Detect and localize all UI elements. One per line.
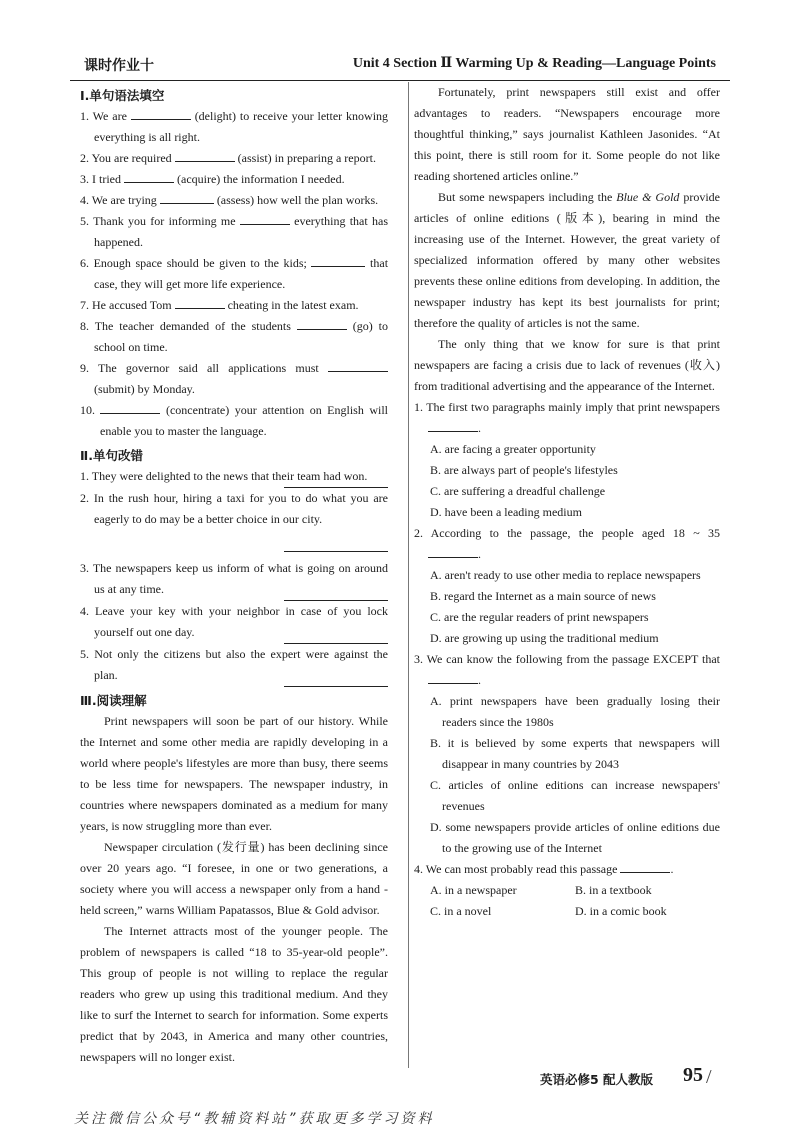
answer-blank[interactable] (175, 295, 225, 309)
option-4d[interactable]: D. in a comic book (575, 904, 667, 918)
option-3b[interactable]: B. it is believed by some experts that newspapers will disappear in many countries by 2043 (430, 736, 720, 771)
answer-blank[interactable] (131, 106, 191, 120)
unit-section-title: Unit 4 Section Ⅱ Warming Up & Reading—Language Points (352, 56, 716, 71)
grammar-question-2: 2. You are required (assist) in preparing a report. (80, 148, 388, 169)
page-number-slash: / (706, 1066, 712, 1088)
reading-question-3: 3. We can know the following from the passage EXCEPT that . (414, 652, 720, 687)
answer-blank[interactable] (428, 670, 478, 684)
assignment-title: 课时作业十 (84, 58, 154, 74)
grammar-question-3: 3. I tried (acquire) the information I needed. (80, 169, 388, 190)
option-4a[interactable]: A. in a newspaper (430, 883, 517, 897)
option-1c[interactable]: C. are suffering a dreadful challenge (430, 484, 606, 498)
options-4-row-1 (414, 880, 720, 901)
grammar-question-9: 9. The governor said all applications must (submit) by Monday. (80, 358, 388, 400)
option-4c[interactable]: C. in a novel (430, 904, 492, 918)
passage-paragraph-4: Fortunately, print newspapers still exist and offer advantages to readers. “Newspapers encourage more thoughtful thinking,” says journalist Kathleen Jasonides. “At this point, there is still room for it. Some people do not like reading shortened articles online.” (414, 85, 720, 183)
column-divider (408, 82, 409, 1068)
correction-line[interactable] (284, 630, 388, 644)
page-number: 95 (683, 1064, 703, 1086)
passage-paragraph-5: But some newspapers including the Blue & Gold provide articles of online editions (版本), bearing in mind the increasing use of the Internet. However, the great variety of specialized information offered by many other websites prevents these online editions from developing. In addition, the newspaper industry has kept its best journalists for print; therefore the quality of articles is not the same. (414, 190, 720, 330)
answer-blank[interactable] (100, 400, 160, 414)
newspaper-name: Blue & Gold (616, 190, 680, 204)
section-2-title: Ⅱ.单句改错 (80, 448, 143, 463)
answer-blank[interactable] (124, 169, 174, 183)
option-1a[interactable]: A. are facing a greater opportunity (430, 442, 596, 456)
grammar-question-1: 1. We are (delight) to receive your letter knowing everything is all right. (80, 106, 388, 148)
correction-question-5: 5. Not only the citizens but also the expert were against the plan. (80, 644, 388, 687)
grammar-question-4: 4. We are trying (assess) how well the plan works. (80, 190, 388, 211)
grammar-question-8: 8. The teacher demanded of the students (go) to school on time. (80, 316, 388, 358)
correction-line[interactable] (284, 673, 388, 687)
option-2d[interactable]: D. are growing up using the traditional medium (430, 631, 659, 645)
grammar-question-5: 5. Thank you for informing me everything that has happened. (80, 211, 388, 253)
option-3d[interactable]: D. some newspapers provide articles of online editions due to the growing use of the Internet (430, 820, 720, 855)
passage-paragraph-3: The Internet attracts most of the younger people. The problem of newspapers is called “18 to 35-year-old people”. This group of people is not willing to replace the regular readers who grew up using this traditional medium. And they like to surf the Internet to search for information. Some experts predict that by 2043, in America and many other countries, newspapers will no longer exist. (80, 924, 388, 1064)
answer-blank[interactable] (428, 544, 478, 558)
correction-question-1: 1. They were delighted to the news that their team had won. (80, 466, 388, 488)
reading-question-4: 4. We can most probably read this passage . (414, 859, 720, 880)
passage-paragraph-2: Newspaper circulation (发行量) has been declining since over 20 years ago. “I foresee, in one or two generations, a society where you will access a newspaper only from a hand - held screen,” warns William Papatassos, Blue & Gold advisor. (80, 840, 388, 917)
passage-paragraph-1: Print newspapers will soon be part of our history. While the Internet and some other media are rapidly developing in a world where people's lifestyles are more than busy, there seems to be less time for newspapers. The newspaper industry, in countries where newspapers dominated as a medium for many years, is now struggling more than ever. (80, 714, 388, 833)
reading-question-1: 1. The first two paragraphs mainly imply that print newspapers . (414, 400, 720, 435)
correction-question-4: 4. Leave your key with your neighbor in case of you lock yourself out one day. (80, 601, 388, 644)
right-column (414, 82, 720, 922)
answer-blank[interactable] (240, 211, 290, 225)
option-2b[interactable]: B. regard the Internet as a main source of news (430, 589, 656, 603)
left-column (80, 82, 388, 1068)
answer-blank[interactable] (328, 358, 388, 372)
grammar-question-7: 7. He accused Tom cheating in the latest exam. (80, 295, 388, 316)
answer-blank[interactable] (175, 148, 235, 162)
option-2c[interactable]: C. are the regular readers of print newspapers (430, 610, 649, 624)
options-4-row-2 (414, 901, 720, 922)
option-4b[interactable]: B. in a textbook (575, 883, 652, 897)
correction-line[interactable] (284, 538, 388, 552)
answer-blank[interactable] (297, 316, 347, 330)
answer-blank[interactable] (160, 190, 214, 204)
book-label: 英语必修5 配人教版 (540, 1072, 654, 1087)
page-header (70, 50, 730, 78)
answer-blank[interactable] (311, 253, 365, 267)
header-divider (70, 80, 730, 81)
option-1d[interactable]: D. have been a leading medium (430, 505, 582, 519)
option-3a[interactable]: A. print newspapers have been gradually losing their readers since the 1980s (430, 694, 720, 729)
reading-question-2: 2. According to the passage, the people aged 18 ~ 35 . (414, 526, 720, 561)
correction-line[interactable] (284, 587, 388, 601)
passage-paragraph-6: The only thing that we know for sure is that print newspapers are facing a crisis due to lack of revenues (收入) from traditional advertising and the appearance of the Internet. (414, 337, 720, 393)
option-2a[interactable]: A. aren't ready to use other media to replace newspapers (430, 568, 701, 582)
correction-question-2: 2. In the rush hour, hiring a taxi for you to do what you are eagerly to do may be a better choice in our city. (80, 488, 388, 552)
grammar-question-6: 6. Enough space should be given to the kids; that case, they will get more life experience. (80, 253, 388, 295)
option-3c[interactable]: C. articles of online editions can increase newspapers' revenues (430, 778, 720, 813)
section-1-title: Ⅰ.单句语法填空 (80, 88, 165, 103)
option-1b[interactable]: B. are always part of people's lifestyles (430, 463, 618, 477)
answer-blank[interactable] (620, 859, 670, 873)
answer-blank[interactable] (428, 418, 478, 432)
footer-note: 关注微信公众号“教辅资料站”获取更多学习资料 (74, 1111, 435, 1127)
correction-question-3: 3. The newspapers keep us inform of what is going on around us at any time. (80, 558, 388, 601)
grammar-question-10: 10. (concentrate) your attention on English will enable you to master the language. (80, 400, 388, 442)
section-3-title: Ⅲ.阅读理解 (80, 693, 147, 708)
